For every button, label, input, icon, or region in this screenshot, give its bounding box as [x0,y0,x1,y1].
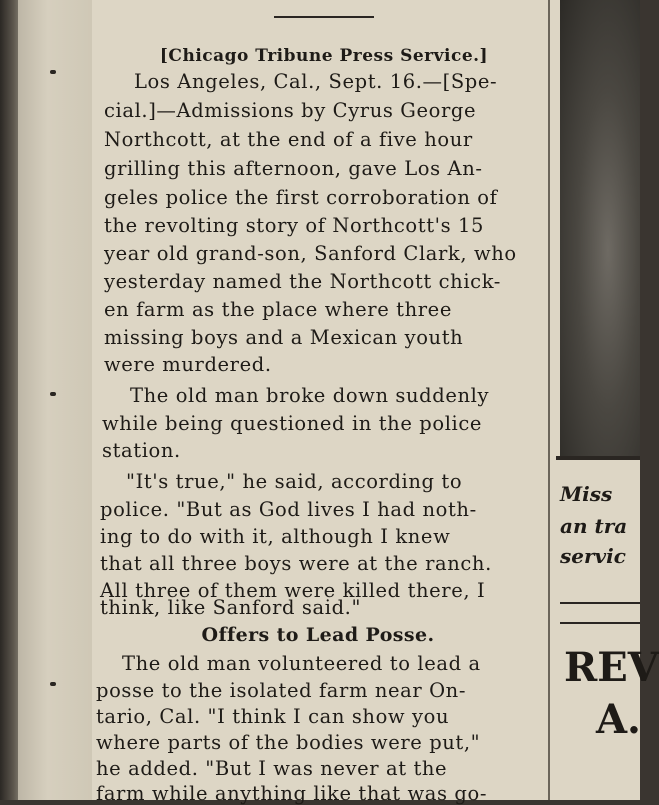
article-line: station. [102,439,181,462]
previous-page-edge [18,0,93,800]
article-line: the revolting story of Northcott's 15 [104,214,485,237]
article-line: The old man broke down suddenly [130,384,490,407]
photo-caption-line: Miss [560,482,613,506]
article-line: missing boys and a Mexican youth [104,326,464,349]
article-line: where parts of the bodies were put," [96,731,481,754]
binding-pin [50,70,56,74]
article-line: while being questioned in the police [102,412,483,435]
binding-pin [50,392,56,396]
newspaper-page [92,0,659,805]
binding-pin [50,682,56,686]
article-line: "It's true," he said, according to [126,470,463,493]
article-subhead: Offers to Lead Posse. [201,624,435,646]
photo-caption-line: servic [560,544,626,568]
side-headline-line: REV [564,644,659,691]
article-line: The old man volunteered to lead a [122,652,481,675]
side-headline-line: A. [596,696,641,743]
side-divider [560,622,640,624]
article-line: All three of them were killed there, I [100,579,486,602]
article-line: he added. "But I was never at the [96,757,448,780]
article-line: police. "But as God lives I had noth- [100,498,477,521]
article-line: that all three boys were at the ranch. [100,552,492,575]
photo-border [556,456,640,460]
article-line: posse to the isolated farm near On- [96,679,467,702]
side-divider [560,602,640,604]
article-line: tario, Cal. "I think I can show you [96,705,450,728]
top-divider [274,16,374,18]
article-line: Northcott, at the end of a five hour [104,128,473,151]
article-column [94,0,542,805]
column-divider [548,0,550,800]
article-line: cial.]—Admissions by Cyrus George [104,99,477,122]
article-line: year old grand-son, Sanford Clark, who [104,242,517,265]
article-line: farm while anything like that was go- [96,782,488,805]
photo-caption-line: an tra [560,514,628,538]
article-line: were murdered. [104,353,272,376]
article-line: grilling this afternoon, gave Los An- [104,157,483,180]
article-line: think, like Sanford said." [100,596,362,619]
service-credit: [Chicago Tribune Press Service.] [159,46,489,66]
article-line: geles police the first corroboration of [104,186,498,209]
halftone-photo [560,0,640,456]
article-line: yesterday named the Northcott chick- [104,270,501,293]
article-line: ing to do with it, although I knew [100,525,451,548]
article-line: Los Angeles, Cal., Sept. 16.—[Spe- [134,70,498,93]
article-line: en farm as the place where three [104,298,452,321]
